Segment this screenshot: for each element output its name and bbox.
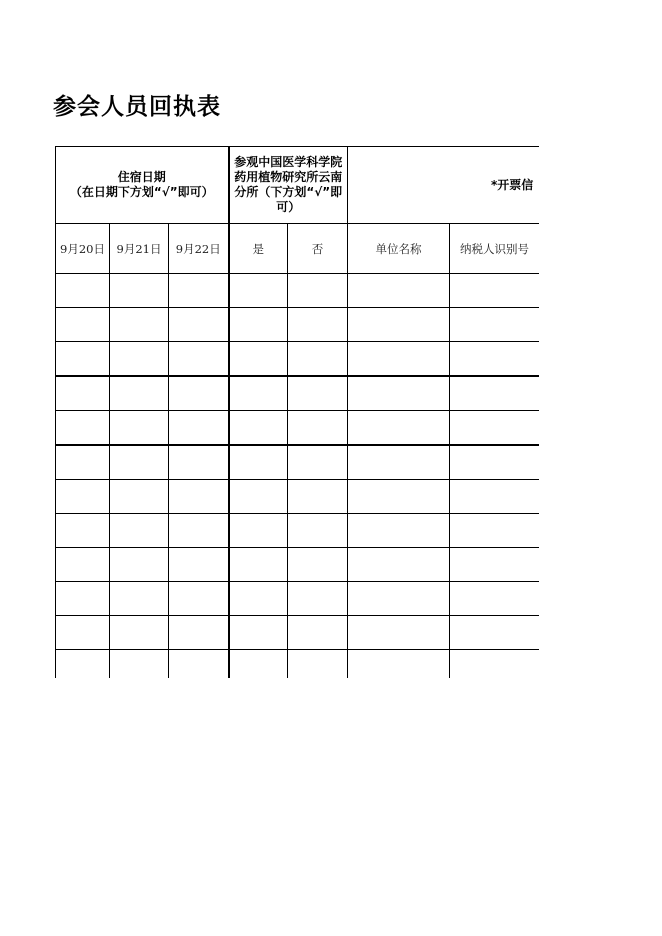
table-row	[56, 514, 540, 548]
table-cell[interactable]	[169, 582, 229, 616]
table-cell[interactable]	[348, 616, 450, 650]
table-cell[interactable]	[56, 616, 110, 650]
table-cell[interactable]	[56, 548, 110, 582]
table-cell[interactable]	[450, 650, 539, 679]
table-cell[interactable]	[169, 650, 229, 679]
table-cell[interactable]	[110, 445, 169, 480]
date-cell-2[interactable]: 9月21日	[110, 224, 169, 274]
table-cell[interactable]	[169, 514, 229, 548]
table-row	[56, 445, 540, 480]
invoice-text: *开票信	[491, 177, 534, 192]
table-cell[interactable]	[169, 616, 229, 650]
table-cell[interactable]	[110, 376, 169, 411]
table-cell[interactable]	[169, 548, 229, 582]
table-cell[interactable]	[56, 514, 110, 548]
table-cell[interactable]	[348, 480, 450, 514]
table-cell[interactable]	[110, 342, 169, 377]
visit-text: 参观中国医学科学院药用植物研究所云南分所（下方划“√”即可）	[234, 155, 343, 214]
table-cell[interactable]	[288, 308, 348, 342]
table-cell[interactable]	[348, 445, 450, 480]
table-cell[interactable]	[229, 274, 288, 308]
table-cell[interactable]	[288, 411, 348, 446]
table-row	[56, 274, 540, 308]
table-cell[interactable]	[348, 376, 450, 411]
table-row	[56, 308, 540, 342]
table-cell[interactable]	[450, 480, 539, 514]
spreadsheet-area	[55, 146, 539, 678]
table-cell[interactable]	[56, 445, 110, 480]
lodging-title: 住宿日期	[117, 170, 166, 184]
visit-no-cell[interactable]: 否	[288, 224, 348, 274]
table-cell[interactable]	[110, 548, 169, 582]
table-cell[interactable]	[169, 376, 229, 411]
table-row	[56, 616, 540, 650]
lodging-header-cell[interactable]	[56, 147, 229, 224]
table-cell[interactable]	[288, 582, 348, 616]
table-cell[interactable]	[56, 342, 110, 377]
table-cell[interactable]	[348, 411, 450, 446]
date-cell-1[interactable]: 9月20日	[56, 224, 110, 274]
table-cell[interactable]	[110, 480, 169, 514]
table-cell[interactable]	[288, 548, 348, 582]
table-cell[interactable]	[348, 514, 450, 548]
table-cell[interactable]	[450, 582, 539, 616]
table-cell[interactable]	[348, 274, 450, 308]
table-cell[interactable]	[169, 411, 229, 446]
visit-yes-cell[interactable]: 是	[229, 224, 288, 274]
table-cell[interactable]	[229, 480, 288, 514]
table-cell[interactable]	[450, 411, 539, 446]
unit-name-header-cell[interactable]: 单位名称	[348, 224, 450, 274]
visit-header-cell[interactable]	[229, 147, 348, 224]
table-cell[interactable]	[56, 650, 110, 679]
table-cell[interactable]	[110, 308, 169, 342]
table-row	[56, 650, 540, 679]
header-row	[56, 147, 540, 224]
table-cell[interactable]	[450, 376, 539, 411]
table-cell[interactable]	[229, 548, 288, 582]
table-cell[interactable]	[288, 445, 348, 480]
table-cell[interactable]	[169, 480, 229, 514]
table-cell[interactable]	[288, 274, 348, 308]
table-cell[interactable]	[450, 274, 539, 308]
table-cell[interactable]	[288, 480, 348, 514]
table-cell[interactable]	[348, 548, 450, 582]
table-cell[interactable]	[288, 650, 348, 679]
lodging-note: （在日期下方划“√”即可）	[69, 185, 214, 199]
table-row	[56, 480, 540, 514]
page-title: 参会人员回执表	[53, 94, 221, 120]
subheader-row	[56, 224, 540, 274]
table-cell[interactable]	[348, 582, 450, 616]
table-cell[interactable]	[229, 616, 288, 650]
table-cell[interactable]	[229, 376, 288, 411]
table-cell[interactable]	[348, 342, 450, 377]
table-cell[interactable]	[450, 342, 539, 377]
table-cell[interactable]	[110, 514, 169, 548]
table-cell[interactable]	[229, 411, 288, 446]
table-row	[56, 582, 540, 616]
table-cell[interactable]	[229, 308, 288, 342]
table-row	[56, 342, 540, 377]
table-cell[interactable]	[348, 308, 450, 342]
table-cell[interactable]	[56, 308, 110, 342]
table-cell[interactable]	[56, 480, 110, 514]
table-cell[interactable]	[229, 514, 288, 548]
tax-id-header-cell[interactable]: 纳税人识别号	[450, 224, 539, 274]
table-row	[56, 376, 540, 411]
table-cell[interactable]	[450, 616, 539, 650]
table-cell[interactable]	[288, 376, 348, 411]
table-cell[interactable]	[229, 342, 288, 377]
table-cell[interactable]	[169, 342, 229, 377]
table-row	[56, 548, 540, 582]
reply-table	[55, 146, 539, 678]
table-cell[interactable]	[450, 308, 539, 342]
table-cell[interactable]	[56, 582, 110, 616]
table-cell[interactable]	[450, 445, 539, 480]
table-cell[interactable]	[229, 582, 288, 616]
table-cell[interactable]	[110, 650, 169, 679]
table-cell[interactable]	[288, 616, 348, 650]
table-cell[interactable]	[56, 411, 110, 446]
table-cell[interactable]	[169, 308, 229, 342]
table-cell[interactable]	[110, 582, 169, 616]
table-cell[interactable]	[110, 274, 169, 308]
table-cell[interactable]	[450, 514, 539, 548]
date-cell-3[interactable]: 9月22日	[169, 224, 229, 274]
table-cell[interactable]	[110, 411, 169, 446]
table-cell[interactable]	[56, 376, 110, 411]
table-cell[interactable]	[56, 274, 110, 308]
table-cell[interactable]	[288, 514, 348, 548]
table-cell[interactable]	[110, 616, 169, 650]
table-cell[interactable]	[169, 274, 229, 308]
table-row	[56, 411, 540, 446]
table-cell[interactable]	[450, 548, 539, 582]
table-cell[interactable]	[348, 650, 450, 679]
invoice-header-cell[interactable]	[348, 147, 539, 224]
table-cell[interactable]	[288, 342, 348, 377]
table-cell[interactable]	[169, 445, 229, 480]
table-cell[interactable]	[229, 650, 288, 679]
table-cell[interactable]	[229, 445, 288, 480]
